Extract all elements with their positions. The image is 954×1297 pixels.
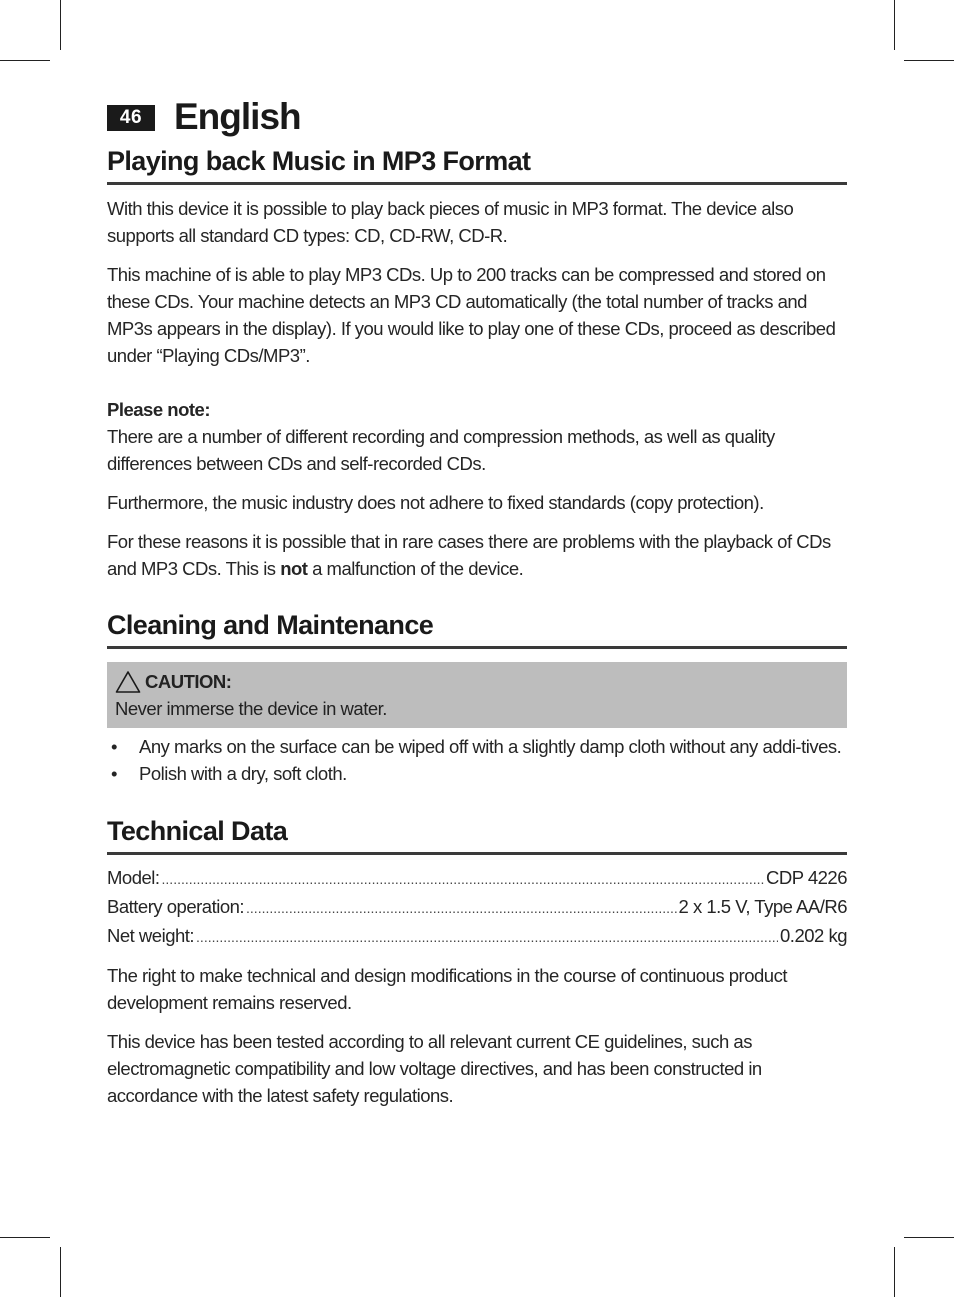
dot-leader (162, 866, 764, 893)
spec-label: Model: (107, 867, 160, 888)
note-paragraph-1: There are a number of different recording and compression methods, as well as quality differences between CDs and self-recorded CDs. (107, 426, 775, 474)
list-item-text: Polish with a dry, soft cloth. (139, 763, 347, 784)
section-title-technical: Technical Data (107, 816, 847, 855)
bullet-icon: • (111, 736, 117, 757)
mp3-paragraph-2: This machine of is able to play MP3 CDs. Up to 200 tracks can be compressed and stored on these CDs. Your machine detects an MP3 CD automatically (the total number of tracks and MP3s appears in the display). If you would like to play one of these CDs, proceed as described under “Playing CDs/MP3”. (107, 264, 836, 366)
language-title: English (174, 96, 301, 137)
spec-label: Net weight: (107, 925, 195, 946)
list-item-text: Any marks on the surface can be wiped off with a slightly damp cloth without any addi-tives. (139, 736, 842, 757)
note-paragraph-3 (107, 528, 847, 582)
crop-mark (60, 1247, 61, 1297)
technical-paragraph-2: This device has been tested according to all relevant current CE guidelines, such as electromagnetic compatibility and low voltage directives, and has been constructed in accordance with the latest safety regulations. (107, 1031, 762, 1106)
note-text-before: For these reasons it is possible that in rare cases there are problems with the playback of CDs and MP3 CDs. This is (107, 531, 831, 579)
crop-mark (894, 1247, 895, 1297)
mp3-paragraph-1: With this device it is possible to play back pieces of music in MP3 format. The device also supports all standard CD types: CD, CD-RW, CD-R. (107, 198, 794, 246)
caution-header (115, 668, 839, 695)
caution-text: Never immerse the device in water. (115, 698, 387, 719)
section-title-cleaning: Cleaning and Maintenance (107, 610, 847, 649)
page-header (107, 96, 847, 142)
warning-triangle-icon (115, 670, 141, 694)
cleaning-bullet-list (107, 733, 847, 787)
crop-mark (894, 0, 895, 50)
page (107, 96, 847, 1109)
spec-row-model (107, 864, 847, 893)
crop-mark (904, 1237, 954, 1238)
bullet-icon: • (111, 763, 117, 784)
spec-row-battery (107, 893, 847, 922)
note-text-after: a malfunction of the device. (307, 558, 524, 579)
list-item (107, 760, 847, 787)
crop-mark (0, 60, 50, 61)
page-number: 46 (107, 105, 155, 131)
dot-leader (246, 895, 677, 922)
technical-paragraph-1: The right to make technical and design modifications in the course of continuous product development remains reserved. (107, 965, 787, 1013)
spec-list (107, 864, 847, 951)
note-text-bold: not (280, 558, 308, 579)
spec-value: 0.202 kg (780, 925, 847, 946)
list-item (107, 733, 847, 760)
crop-mark (60, 0, 61, 50)
caution-box (107, 662, 847, 728)
crop-mark (0, 1237, 50, 1238)
caution-label: CAUTION: (145, 671, 232, 692)
crop-mark (904, 60, 954, 61)
spec-row-weight (107, 922, 847, 951)
spec-value: 2 x 1.5 V, Type AA/R6 (678, 896, 847, 917)
note-label: Please note: (107, 399, 210, 420)
note-paragraph-2: Furthermore, the music industry does not adhere to fixed standards (copy protection). (107, 492, 764, 513)
section-title-mp3: Playing back Music in MP3 Format (107, 146, 847, 185)
spec-label: Battery operation: (107, 896, 245, 917)
dot-leader (196, 924, 778, 951)
spec-value: CDP 4226 (765, 867, 847, 888)
